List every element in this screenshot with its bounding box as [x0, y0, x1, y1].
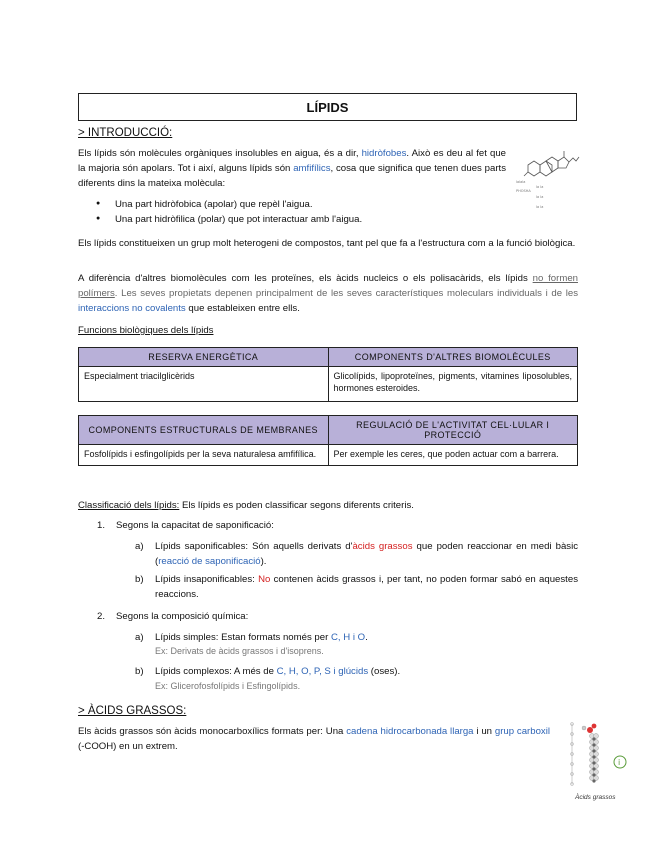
- term-no: No: [254, 574, 271, 585]
- term-interaccions: interaccions no covalents: [78, 303, 186, 314]
- list-letter: b): [135, 666, 144, 677]
- criterion-2b: Lípids complexos: A més de C, H, O, P, S i glúcids (oses).: [155, 666, 401, 677]
- criterion-1a: Lípids saponificables: Són aquells derivats d'àcids grassos que poden reaccionar en medi bàsic (reacció de saponificació).: [155, 541, 579, 567]
- svg-text:la la: la la: [536, 195, 544, 199]
- fatty-acids-paragraph: Els àcids grassos són àcids monocarboxílics formats per: Una cadena hidrocarbonada llarga i un grup carboxil (-COOH) en un extrem.: [78, 726, 550, 752]
- table-cell: Per exemple les ceres, que poden actuar com a barrera.: [328, 445, 578, 466]
- svg-text:i: i: [618, 758, 621, 767]
- functions-heading: Funcions biològiques dels lípids: [78, 325, 214, 336]
- list-letter: a): [135, 541, 144, 552]
- table-header: REGULACIÓ DE L'ACTIVITAT CEL·LULAR I PROTECCIÓ: [328, 416, 578, 445]
- fatty-acids-heading: > ÀCIDS GRASSOS:: [78, 705, 187, 717]
- term-saponificacio: reacció de saponificació: [158, 556, 261, 567]
- svg-text:la la: la la: [536, 205, 544, 209]
- steroid-structure-figure: [514, 137, 580, 218]
- bullet-item: ● Una part hidròfilica (polar) que pot interactuar amb l'aigua.: [96, 214, 362, 225]
- term-no-polimers: no formen polímers: [78, 273, 578, 299]
- example-2b: Ex: Glicerofosfolípids i Esfingolípids.: [155, 681, 301, 691]
- term-amfifilics: amfifílics: [293, 163, 331, 174]
- fatty-acids-figure: [562, 720, 642, 810]
- table-cell: Glicolípids, lipoproteïnes, pigments, vitamines liposolubles, hormones esteroides.: [328, 367, 578, 402]
- fatty-acid-chain-icon: [562, 720, 642, 792]
- functions-table-1: [78, 347, 578, 402]
- table-header: COMPONENTS ESTRUCTURALS DE MEMBRANES: [79, 416, 329, 445]
- list-letter: b): [135, 574, 144, 585]
- example-2a: Ex: Derivats de àcids grassos i d'isoprens.: [155, 646, 324, 656]
- figure-caption: Àcids grassos: [575, 794, 616, 801]
- intro-paragraph-3: A diferència d'altres biomolècules com les proteïnes, els àcids nucleics o els polisacàrids, els lípids no formen polímers. Les seves propietats depenen principalment de les seves característiques moleculars individuals i de les interaccions no covalents que estableixen entre ells.: [78, 273, 578, 314]
- table-header: RESERVA ENERGÈTICA: [79, 348, 329, 367]
- list-number: 2.: [97, 611, 106, 622]
- classification-intro: Classificació dels lípids: Els lípids es poden classificar segons diferents criteris.: [78, 500, 414, 511]
- term-chio: C, H i O: [330, 632, 366, 643]
- steroid-molecule-icon: [514, 137, 580, 213]
- svg-text:la la: la la: [536, 185, 544, 189]
- term-cadena: cadena hidrocarbonada llarga: [346, 726, 474, 737]
- svg-text:PHOSHA: PHOSHA: [516, 189, 531, 193]
- table-header: COMPONENTS D'ALTRES BIOMOLÈCULES: [328, 348, 578, 367]
- list-number: 1.: [97, 520, 106, 531]
- page-title: LÍPIDS: [78, 93, 577, 121]
- criterion-2-label: Segons la composició química:: [116, 611, 249, 622]
- functions-table-2: [78, 415, 578, 466]
- criterion-1b: Lípids insaponificables: No contenen àcids grassos i, per tant, no poden formar sabó en aquestes reaccions.: [155, 574, 578, 600]
- svg-text:lalala: lalala: [516, 180, 526, 184]
- criterion-2a: Lípids simples: Estan formats només per C, H i O.: [155, 632, 368, 643]
- term-acids-grassos: àcids grassos: [352, 541, 413, 552]
- term-carboxil: grup carboxil: [494, 726, 550, 737]
- term-chops: C, H, O, P, S i glúcids: [276, 666, 369, 677]
- list-letter: a): [135, 632, 144, 643]
- term-hidrofobes: hidròfobes: [361, 148, 407, 159]
- table-cell: Fosfolípids i esfingolípids per la seva naturalesa amfifílica.: [79, 445, 329, 466]
- table-cell: Especialment triacilglicèrids: [79, 367, 329, 402]
- bullet-item: ● Una part hidròfobica (apolar) que repèl l'aigua.: [96, 199, 313, 210]
- intro-paragraph-1: Els lípids són molècules orgàniques insolubles en aigua, és a dir, hidròfobes. Això es deu al fet que la majoria són apolars. Tot i així, alguns lípids són amfifílics, cosa que significa que tenen dues parts diferents dins la mateixa molècula:: [78, 148, 506, 189]
- intro-paragraph-2: Els lípids constitueixen un grup molt heterogeni de compostos, tant pel que fa a l'estructura com a la funció biològica.: [78, 238, 576, 249]
- intro-heading: > INTRODUCCIÓ:: [78, 127, 173, 139]
- classification-heading: Classificació dels lípids:: [78, 500, 180, 511]
- criterion-1-label: Segons la capacitat de saponificació:: [116, 520, 274, 531]
